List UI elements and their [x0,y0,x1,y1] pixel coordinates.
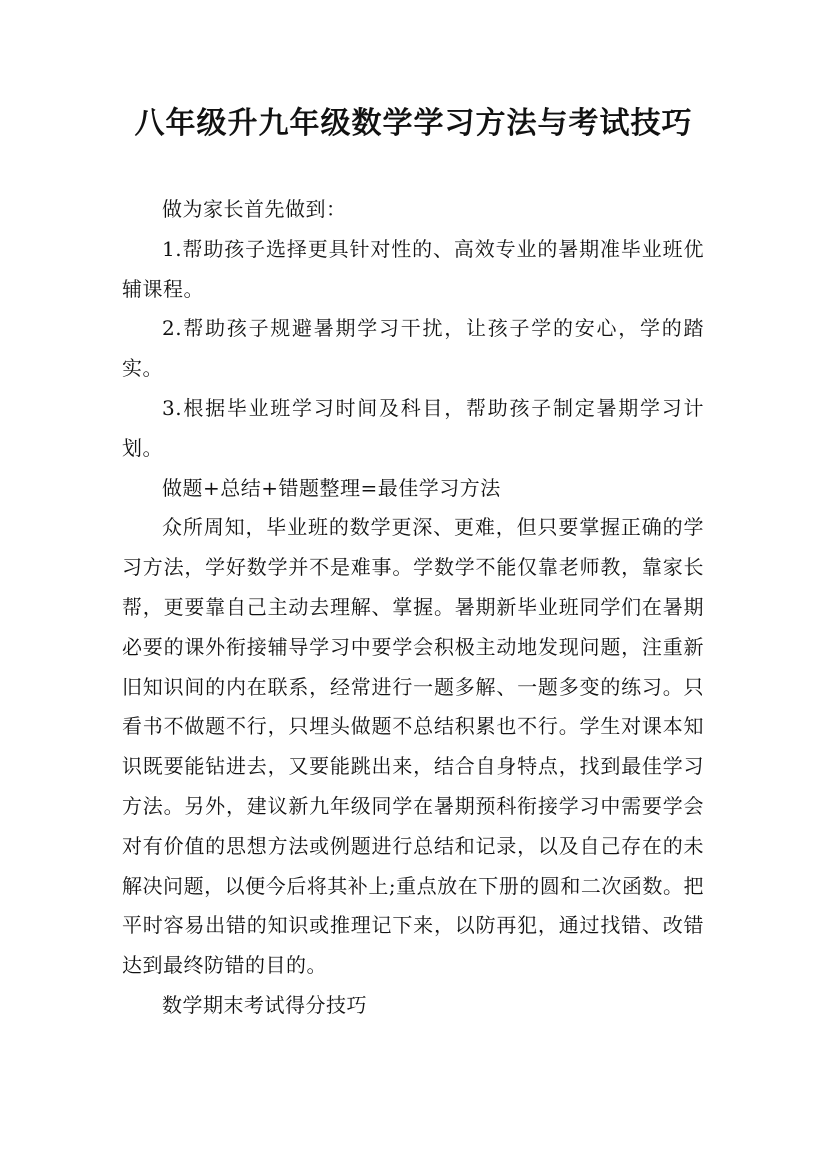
paragraph-point-1: 1.帮助孩子选择更具针对性的、高效专业的暑期准毕业班优辅课程。 [122,236,704,301]
paragraph-point-2: 2.帮助孩子规避暑期学习干扰，让孩子学的安心，学的踏实。 [122,316,704,381]
paragraph-exam-heading: 数学期末考试得分技巧 [162,992,367,1017]
paragraph-parents-intro: 做为家长首先做到： [162,197,347,221]
document-body [122,190,704,1026]
document-title: 八年级升九年级数学学习方法与考试技巧 [134,106,693,141]
paragraph-method-heading: 做题+总结+错题整理=最佳学习方法 [162,475,501,500]
paragraph-method-body: 众所周知，毕业班的数学更深、更难，但只要掌握正确的学习方法，学好数学并不是难事。学数学不能仅靠老师教，靠家长帮，更要靠自己主动去理解、掌握。暑期新毕业班同学们在暑期必要的课外衔接辅导学习中要学会积极主动地发现问题，注重新旧知识间的内在联系，经常进行一题多解、一题多变的练习。只看书不做题不行，只埋头做题不总结积累也不行。学生对课本知识既要能钻进去，又要能跳出来，结合自身特点，找到最佳学习方法。另外，建议新九年级同学在暑期预科衔接学习中需要学会对有价值的思想方法或例题进行总结和记录，以及自己存在的未解决问题，以便今后将其补上;重点放在下册的圆和二次函数。把平时容易出错的知识或推理记下来，以防再犯，通过找错、改错达到最终防错的目的。 [122,515,704,978]
paragraph-point-3: 3.根据毕业班学习时间及科目，帮助孩子制定暑期学习计划。 [122,395,704,460]
